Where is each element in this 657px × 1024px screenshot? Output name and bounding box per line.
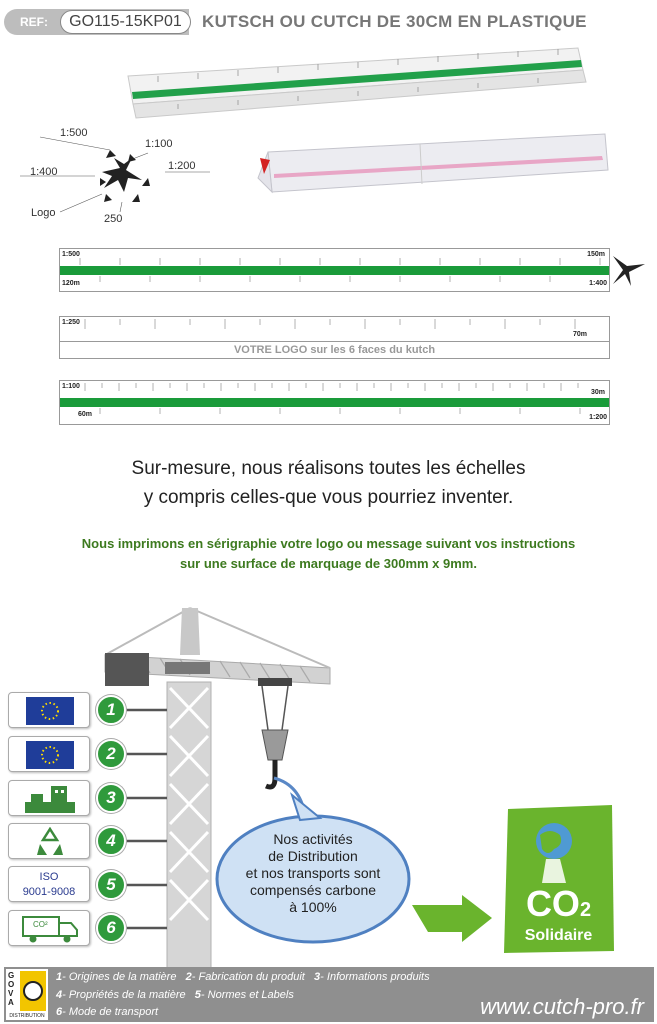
face-3-bottom-scale: 1:200 [589, 414, 607, 421]
co2-solidaire-logo [502, 805, 615, 955]
legend-text-3: - Informations produits [320, 971, 430, 983]
headline-line-1: Sur-mesure, nous réalisons toutes les échelles [131, 458, 526, 479]
legend-text-2: - Fabrication du produit [191, 971, 305, 983]
face-1-top-scale: 1:500 [62, 251, 80, 258]
factory-icon [23, 784, 77, 814]
bubble-line-1: Nos activités [273, 831, 353, 847]
print-info-line-1: Nous imprimons en sérigraphie votre logo ou message suivant vos instructions [81, 536, 576, 551]
eu-flag-icon [26, 697, 74, 725]
gova-logo-sub: DISTRIBUTION [9, 1013, 45, 1019]
number-5: 5 [96, 870, 126, 900]
logo-print-area: VOTRE LOGO sur les 6 faces du kutch [59, 341, 610, 359]
triangular-ruler-photo [118, 42, 588, 122]
eu-flag-badge-2 [8, 736, 90, 772]
ref-badge [4, 9, 189, 35]
number-3: 3 [96, 783, 126, 813]
legend-text-5: - Normes et Labels [200, 989, 294, 1001]
ruler-face-2 [59, 316, 610, 342]
recycle-badge [8, 823, 90, 859]
co2-sub: 2 [579, 899, 592, 921]
face-1-ticks [60, 249, 609, 291]
footer-legend-line-2 [56, 989, 294, 1001]
ruler-face-3 [59, 380, 610, 425]
gova-logo [6, 969, 48, 1020]
face-2-ticks [60, 317, 609, 341]
bubble-line-4: compensés carbone [249, 882, 377, 898]
ref-label: REF: [20, 15, 48, 29]
ref-code: GO115-15KP01 [60, 10, 191, 34]
profile-label-100: 1:100 [145, 138, 173, 150]
ruler-sleeve-photo [250, 130, 610, 200]
truck-co2-text: CO² [33, 920, 48, 929]
page-title: KUTSCH OU CUTCH DE 30CM EN PLASTIQUE [202, 12, 587, 31]
ruler-end-profile-icon [611, 250, 649, 290]
legend-num-6: 6 [56, 1006, 63, 1018]
number-1: 1 [96, 695, 126, 725]
face-3-top-scale: 1:100 [62, 383, 80, 390]
eu-flag-badge-1 [8, 692, 90, 728]
face-1-bottom-scale: 1:400 [589, 280, 607, 287]
transport-badge [8, 910, 90, 946]
legend-num-5: 5 [194, 989, 201, 1001]
headline-line-2: y compris celles-que vous pourriez inventer. [143, 487, 514, 508]
number-2: 2 [96, 739, 126, 769]
legend-text-1: - Origines de la matière [62, 971, 177, 983]
legend-num-1: 1 [56, 971, 63, 983]
co2-solidaire-word: Solidaire [524, 927, 593, 944]
factory-badge [8, 780, 90, 816]
face-2-end: 70m [572, 331, 587, 338]
legend-text-4: - Propriétés de la matière [62, 989, 186, 1001]
profile-label-250: 250 [104, 213, 123, 225]
face-3-top-end: 30m [590, 389, 605, 396]
bubble-line-2: de Distribution [268, 848, 358, 864]
profile-label-400: 1:400 [30, 166, 58, 178]
iso-badge [8, 866, 90, 902]
legend-num-4: 4 [56, 989, 63, 1001]
iso-number: 9001-9008 [22, 886, 76, 898]
face-2-scale: 1:250 [62, 319, 80, 326]
profile-label-500: 1:500 [60, 127, 88, 139]
website-link[interactable]: www.cutch-pro.fr [480, 994, 644, 1019]
legend-text-6: - Mode de transport [62, 1006, 159, 1018]
profile-label-logo: Logo [31, 207, 56, 219]
ruler-face-1 [59, 248, 610, 292]
bubble-line-5: à 100% [289, 899, 337, 915]
truck-icon [21, 914, 79, 944]
gova-logo-text: GOVA [8, 971, 15, 1007]
footer-legend-line-1 [56, 971, 430, 983]
iso-label: ISO [39, 871, 59, 883]
bubble-line-3: et nos transports sont [245, 865, 381, 881]
face-3-ticks [60, 381, 609, 424]
co2-text [502, 883, 615, 925]
co2-big: CO [525, 883, 580, 924]
legend-num-3: 3 [314, 971, 321, 983]
recycle-icon [35, 827, 65, 857]
carbon-bubble-text [222, 831, 404, 916]
legend-num-2: 2 [185, 971, 192, 983]
face-1-bottom-start: 120m [62, 280, 80, 287]
number-6: 6 [96, 913, 126, 943]
profile-label-200: 1:200 [168, 160, 196, 172]
face-3-bottom-start: 60m [78, 411, 93, 418]
print-info-line-2: sur une surface de marquage de 300mm x 9mm. [180, 556, 477, 571]
number-4: 4 [96, 826, 126, 856]
eu-flag-icon [26, 741, 74, 769]
face-1-top-end: 150m [587, 251, 605, 258]
footer-legend-line-3 [56, 1006, 158, 1018]
footer [4, 967, 654, 1022]
